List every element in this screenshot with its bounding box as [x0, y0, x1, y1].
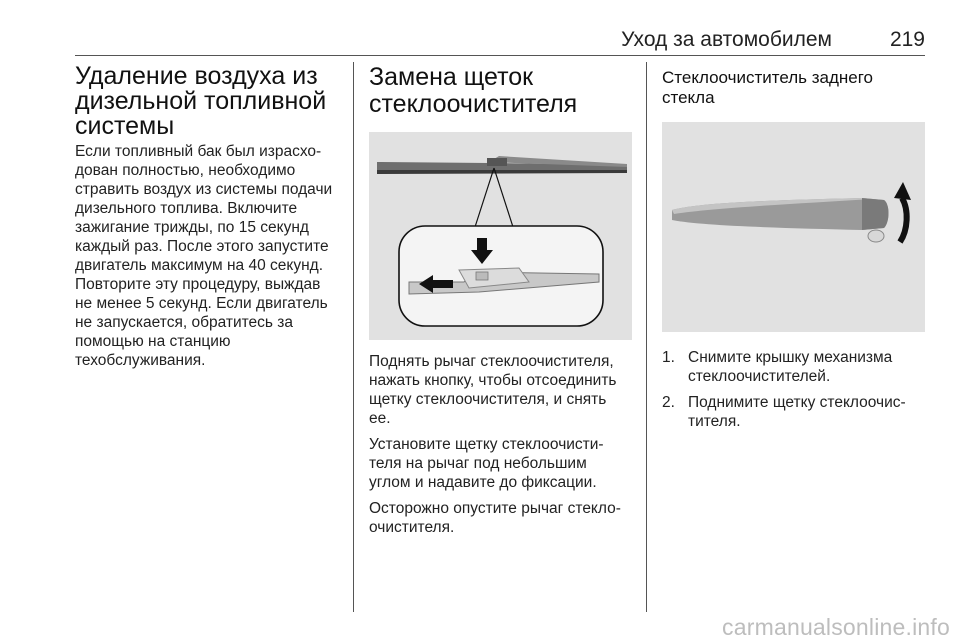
section-wiper-replacement	[369, 64, 632, 537]
rear-wiper-illustration	[662, 122, 925, 332]
header-title: Уход за автомобилем	[621, 28, 832, 51]
column-divider-1	[353, 62, 354, 612]
wiper-install-text: Установите щетку стеклоочисти- теля на рычаг под небольшим углом и надавите до фиксации.	[369, 436, 604, 491]
section-heading-rear-wiper: Стеклоочиститель заднего стекла	[662, 68, 874, 107]
list-item: 1. Снимите крышку механизма стеклоочистителей.	[662, 349, 893, 385]
section-rear-wiper	[662, 68, 925, 438]
rear-wiper-steps	[662, 348, 925, 431]
watermark: carmanualsonline.info	[722, 614, 950, 640]
section-heading-wiper-replacement: Замена щеток стеклоочистителя	[369, 63, 578, 118]
wiper-blade-diagram	[369, 132, 632, 340]
header-divider	[75, 55, 925, 56]
air-bleeding-text: Если топливный бак был израсхо- дован полностью, необходимо стравить воздух из системы подачи дизельного топлива. Включите зажигание трижды, по 15 секунд каждый раз. После этого запустите двигатель максимум на 40 секунд. Повторите эту процедуру, выждав не менее 5 секунд. Если двигатель не запускается, обратитесь за помощью на станцию техобслуживания.	[75, 143, 333, 369]
column-divider-2	[646, 62, 647, 612]
section-air-bleeding	[75, 64, 340, 370]
rear-wiper-diagram	[662, 122, 925, 332]
page-number: 219	[889, 28, 925, 51]
wiper-blade-removal-illustration	[369, 132, 632, 340]
wiper-removal-text: Поднять рычаг стеклоочистителя, нажать кнопку, чтобы отсоединить щетку стеклоочистителя, и снять ее.	[369, 353, 617, 427]
wiper-lower-text: Осторожно опустите рычаг стекло- очистителя.	[369, 500, 621, 536]
section-heading-air-bleeding: Удаление воздуха из дизельной топливной системы	[75, 62, 327, 140]
page-header	[75, 28, 925, 52]
list-item: 2. Поднимите щетку стеклоочис- тителя.	[662, 394, 906, 430]
